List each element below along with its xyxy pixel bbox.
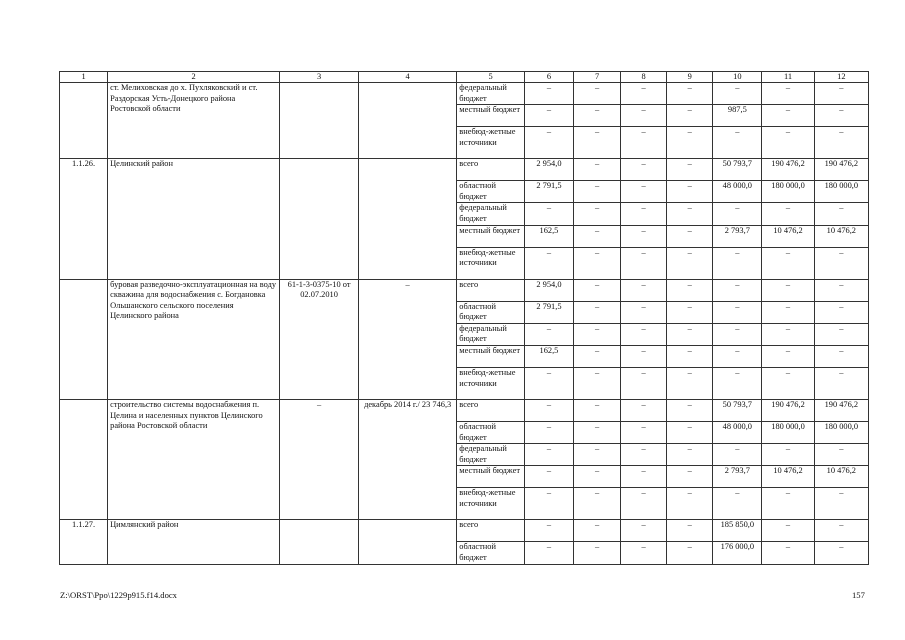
completion-date-cost — [359, 83, 457, 159]
amount-cell: – — [621, 127, 667, 159]
completion-date-cost: – — [359, 279, 457, 399]
amount-cell: 190 476,2 — [814, 399, 868, 421]
amount-cell: – — [621, 159, 667, 181]
funding-source: федеральный бюджет — [457, 444, 525, 466]
amount-cell: – — [762, 542, 814, 564]
amount-cell: – — [524, 247, 573, 279]
amount-cell: – — [713, 279, 762, 301]
completion-date-cost — [359, 159, 457, 279]
table-row — [60, 159, 869, 181]
amount-cell: – — [814, 301, 868, 323]
completion-date-cost — [359, 520, 457, 564]
item-code — [60, 83, 108, 159]
column-header: 6 — [524, 72, 573, 83]
amount-cell: – — [524, 83, 573, 105]
amount-cell: – — [762, 367, 814, 399]
amount-cell: – — [574, 421, 621, 443]
amount-cell: – — [574, 323, 621, 345]
column-header: 4 — [359, 72, 457, 83]
funding-source: областной бюджет — [457, 421, 525, 443]
funding-source: федеральный бюджет — [457, 323, 525, 345]
funding-source: внебюд-жетные источники — [457, 247, 525, 279]
funding-source: всего — [457, 399, 525, 421]
amount-cell: – — [713, 203, 762, 225]
amount-cell: – — [713, 301, 762, 323]
funding-source: федеральный бюджет — [457, 203, 525, 225]
amount-cell: – — [814, 105, 868, 127]
amount-cell: – — [667, 225, 713, 247]
item-code: 1.1.27. — [60, 520, 108, 564]
amount-cell: – — [713, 345, 762, 367]
amount-cell: 162,5 — [524, 225, 573, 247]
amount-cell: 2 791,5 — [524, 301, 573, 323]
item-name: Целинский район — [108, 159, 280, 279]
amount-cell: – — [667, 542, 713, 564]
amount-cell: – — [814, 520, 868, 542]
funding-source: местный бюджет — [457, 345, 525, 367]
amount-cell: – — [524, 488, 573, 520]
column-header: 3 — [280, 72, 359, 83]
amount-cell: 180 000,0 — [762, 181, 814, 203]
funding-source: областной бюджет — [457, 181, 525, 203]
funding-source: всего — [457, 520, 525, 542]
amount-cell: – — [667, 345, 713, 367]
amount-cell: – — [814, 367, 868, 399]
project-doc — [280, 159, 359, 279]
amount-cell: – — [621, 520, 667, 542]
amount-cell: – — [667, 105, 713, 127]
amount-cell: – — [524, 367, 573, 399]
amount-cell: – — [574, 520, 621, 542]
column-header: 7 — [574, 72, 621, 83]
amount-cell: – — [814, 247, 868, 279]
amount-cell: – — [621, 279, 667, 301]
amount-cell: 10 476,2 — [814, 225, 868, 247]
amount-cell: – — [762, 488, 814, 520]
funding-source: всего — [457, 279, 525, 301]
amount-cell: – — [814, 323, 868, 345]
amount-cell: – — [762, 247, 814, 279]
amount-cell: – — [621, 105, 667, 127]
amount-cell: – — [621, 181, 667, 203]
amount-cell: – — [621, 203, 667, 225]
budget-table — [59, 71, 869, 565]
amount-cell: – — [762, 105, 814, 127]
table-row — [60, 83, 869, 105]
amount-cell: 2 954,0 — [524, 279, 573, 301]
funding-source: федеральный бюджет — [457, 83, 525, 105]
amount-cell: – — [667, 203, 713, 225]
amount-cell: – — [621, 542, 667, 564]
amount-cell: 162,5 — [524, 345, 573, 367]
amount-cell: 50 793,7 — [713, 399, 762, 421]
amount-cell: – — [621, 247, 667, 279]
amount-cell: – — [621, 444, 667, 466]
amount-cell: – — [667, 444, 713, 466]
column-header: 2 — [108, 72, 280, 83]
amount-cell: – — [621, 83, 667, 105]
funding-source: местный бюджет — [457, 225, 525, 247]
amount-cell: – — [524, 399, 573, 421]
amount-cell: – — [574, 542, 621, 564]
item-code: 1.1.26. — [60, 159, 108, 279]
amount-cell: – — [762, 323, 814, 345]
amount-cell: – — [762, 279, 814, 301]
amount-cell: – — [814, 444, 868, 466]
amount-cell: – — [762, 203, 814, 225]
item-name: буровая разведочно-эксплуатационная на воду скважина для водоснабжения с. Богдановка Ольшанского сельского поселения Целинского района — [108, 279, 280, 399]
amount-cell: – — [713, 83, 762, 105]
funding-source: местный бюджет — [457, 466, 525, 488]
amount-cell: – — [713, 488, 762, 520]
table-row — [60, 520, 869, 542]
amount-cell: – — [574, 367, 621, 399]
amount-cell: – — [713, 323, 762, 345]
amount-cell: 190 476,2 — [762, 399, 814, 421]
amount-cell: – — [814, 488, 868, 520]
amount-cell: – — [713, 247, 762, 279]
amount-cell: – — [621, 367, 667, 399]
item-code — [60, 279, 108, 399]
column-header: 8 — [621, 72, 667, 83]
amount-cell: – — [574, 203, 621, 225]
column-header: 5 — [457, 72, 525, 83]
amount-cell: – — [621, 301, 667, 323]
table-row — [60, 279, 869, 301]
amount-cell: – — [814, 345, 868, 367]
amount-cell: 987,5 — [713, 105, 762, 127]
amount-cell: 2 954,0 — [524, 159, 573, 181]
column-header: 12 — [814, 72, 868, 83]
amount-cell: 190 476,2 — [762, 159, 814, 181]
amount-cell: – — [621, 399, 667, 421]
amount-cell: – — [667, 421, 713, 443]
amount-cell: – — [574, 181, 621, 203]
amount-cell: – — [621, 345, 667, 367]
amount-cell: – — [713, 367, 762, 399]
amount-cell: – — [621, 421, 667, 443]
amount-cell: – — [621, 225, 667, 247]
amount-cell: – — [713, 127, 762, 159]
amount-cell: – — [713, 444, 762, 466]
amount-cell: – — [574, 247, 621, 279]
amount-cell: – — [762, 127, 814, 159]
amount-cell: 10 476,2 — [762, 225, 814, 247]
amount-cell: 185 850,0 — [713, 520, 762, 542]
amount-cell: 180 000,0 — [814, 181, 868, 203]
amount-cell: – — [667, 520, 713, 542]
amount-cell: – — [524, 444, 573, 466]
amount-cell: – — [524, 542, 573, 564]
amount-cell: – — [667, 488, 713, 520]
amount-cell: – — [524, 323, 573, 345]
amount-cell: – — [574, 444, 621, 466]
amount-cell: – — [524, 203, 573, 225]
funding-source: местный бюджет — [457, 105, 525, 127]
amount-cell: – — [574, 225, 621, 247]
amount-cell: – — [524, 421, 573, 443]
amount-cell: – — [574, 127, 621, 159]
amount-cell: 180 000,0 — [762, 421, 814, 443]
funding-source: областной бюджет — [457, 301, 525, 323]
amount-cell: 190 476,2 — [814, 159, 868, 181]
funding-source: областной бюджет — [457, 542, 525, 564]
amount-cell: – — [667, 83, 713, 105]
amount-cell: 10 476,2 — [762, 466, 814, 488]
amount-cell: – — [667, 323, 713, 345]
amount-cell: – — [762, 83, 814, 105]
project-doc — [280, 83, 359, 159]
funding-source: внебюд-жетные источники — [457, 488, 525, 520]
amount-cell: – — [814, 83, 868, 105]
amount-cell: 2 793,7 — [713, 466, 762, 488]
amount-cell: – — [574, 279, 621, 301]
amount-cell: – — [574, 488, 621, 520]
amount-cell: – — [814, 203, 868, 225]
amount-cell: – — [621, 488, 667, 520]
amount-cell: – — [524, 105, 573, 127]
file-path: Z:\ORST\Ppo\1229p915.f14.docx — [60, 590, 177, 600]
amount-cell: – — [814, 127, 868, 159]
funding-source: внебюд-жетные источники — [457, 127, 525, 159]
amount-cell: 180 000,0 — [814, 421, 868, 443]
column-header: 1 — [60, 72, 108, 83]
amount-cell: 176 000,0 — [713, 542, 762, 564]
amount-cell: – — [574, 159, 621, 181]
column-header: 11 — [762, 72, 814, 83]
amount-cell: – — [667, 279, 713, 301]
amount-cell: – — [762, 444, 814, 466]
amount-cell: – — [814, 279, 868, 301]
item-code — [60, 399, 108, 519]
column-header: 9 — [667, 72, 713, 83]
amount-cell: – — [814, 542, 868, 564]
amount-cell: – — [574, 105, 621, 127]
project-doc — [280, 520, 359, 564]
header-row — [60, 72, 869, 83]
amount-cell: – — [667, 367, 713, 399]
amount-cell: 2 793,7 — [713, 225, 762, 247]
amount-cell: 50 793,7 — [713, 159, 762, 181]
amount-cell: – — [574, 466, 621, 488]
amount-cell: – — [667, 159, 713, 181]
page-number: 157 — [852, 590, 865, 600]
amount-cell: 10 476,2 — [814, 466, 868, 488]
amount-cell: – — [762, 345, 814, 367]
amount-cell: – — [524, 466, 573, 488]
amount-cell: – — [762, 301, 814, 323]
item-name: ст. Мелиховская до х. Пухляковский и ст. Раздорская Усть-Донецкого района Ростовской области — [108, 83, 280, 159]
completion-date-cost: декабрь 2014 г./ 23 746,3 — [359, 399, 457, 519]
amount-cell: – — [667, 181, 713, 203]
amount-cell: – — [667, 127, 713, 159]
amount-cell: – — [574, 345, 621, 367]
amount-cell: – — [621, 466, 667, 488]
table-row — [60, 399, 869, 421]
funding-source: внебюд-жетные источники — [457, 367, 525, 399]
amount-cell: – — [524, 520, 573, 542]
item-name: Цимлянский район — [108, 520, 280, 564]
project-doc: 61-1-3-0375-10 от 02.07.2010 — [280, 279, 359, 399]
amount-cell: – — [574, 399, 621, 421]
amount-cell: – — [667, 399, 713, 421]
amount-cell: 2 791,5 — [524, 181, 573, 203]
amount-cell: – — [574, 301, 621, 323]
funding-source: всего — [457, 159, 525, 181]
amount-cell: – — [524, 127, 573, 159]
amount-cell: 48 000,0 — [713, 421, 762, 443]
amount-cell: – — [667, 301, 713, 323]
item-name: строительство системы водоснабжения п. Целина и населенных пунктов Целинского района Ростовской области — [108, 399, 280, 519]
amount-cell: 48 000,0 — [713, 181, 762, 203]
amount-cell: – — [621, 323, 667, 345]
amount-cell: – — [574, 83, 621, 105]
column-header: 10 — [713, 72, 762, 83]
amount-cell: – — [762, 520, 814, 542]
amount-cell: – — [667, 247, 713, 279]
project-doc: – — [280, 399, 359, 519]
amount-cell: – — [667, 466, 713, 488]
